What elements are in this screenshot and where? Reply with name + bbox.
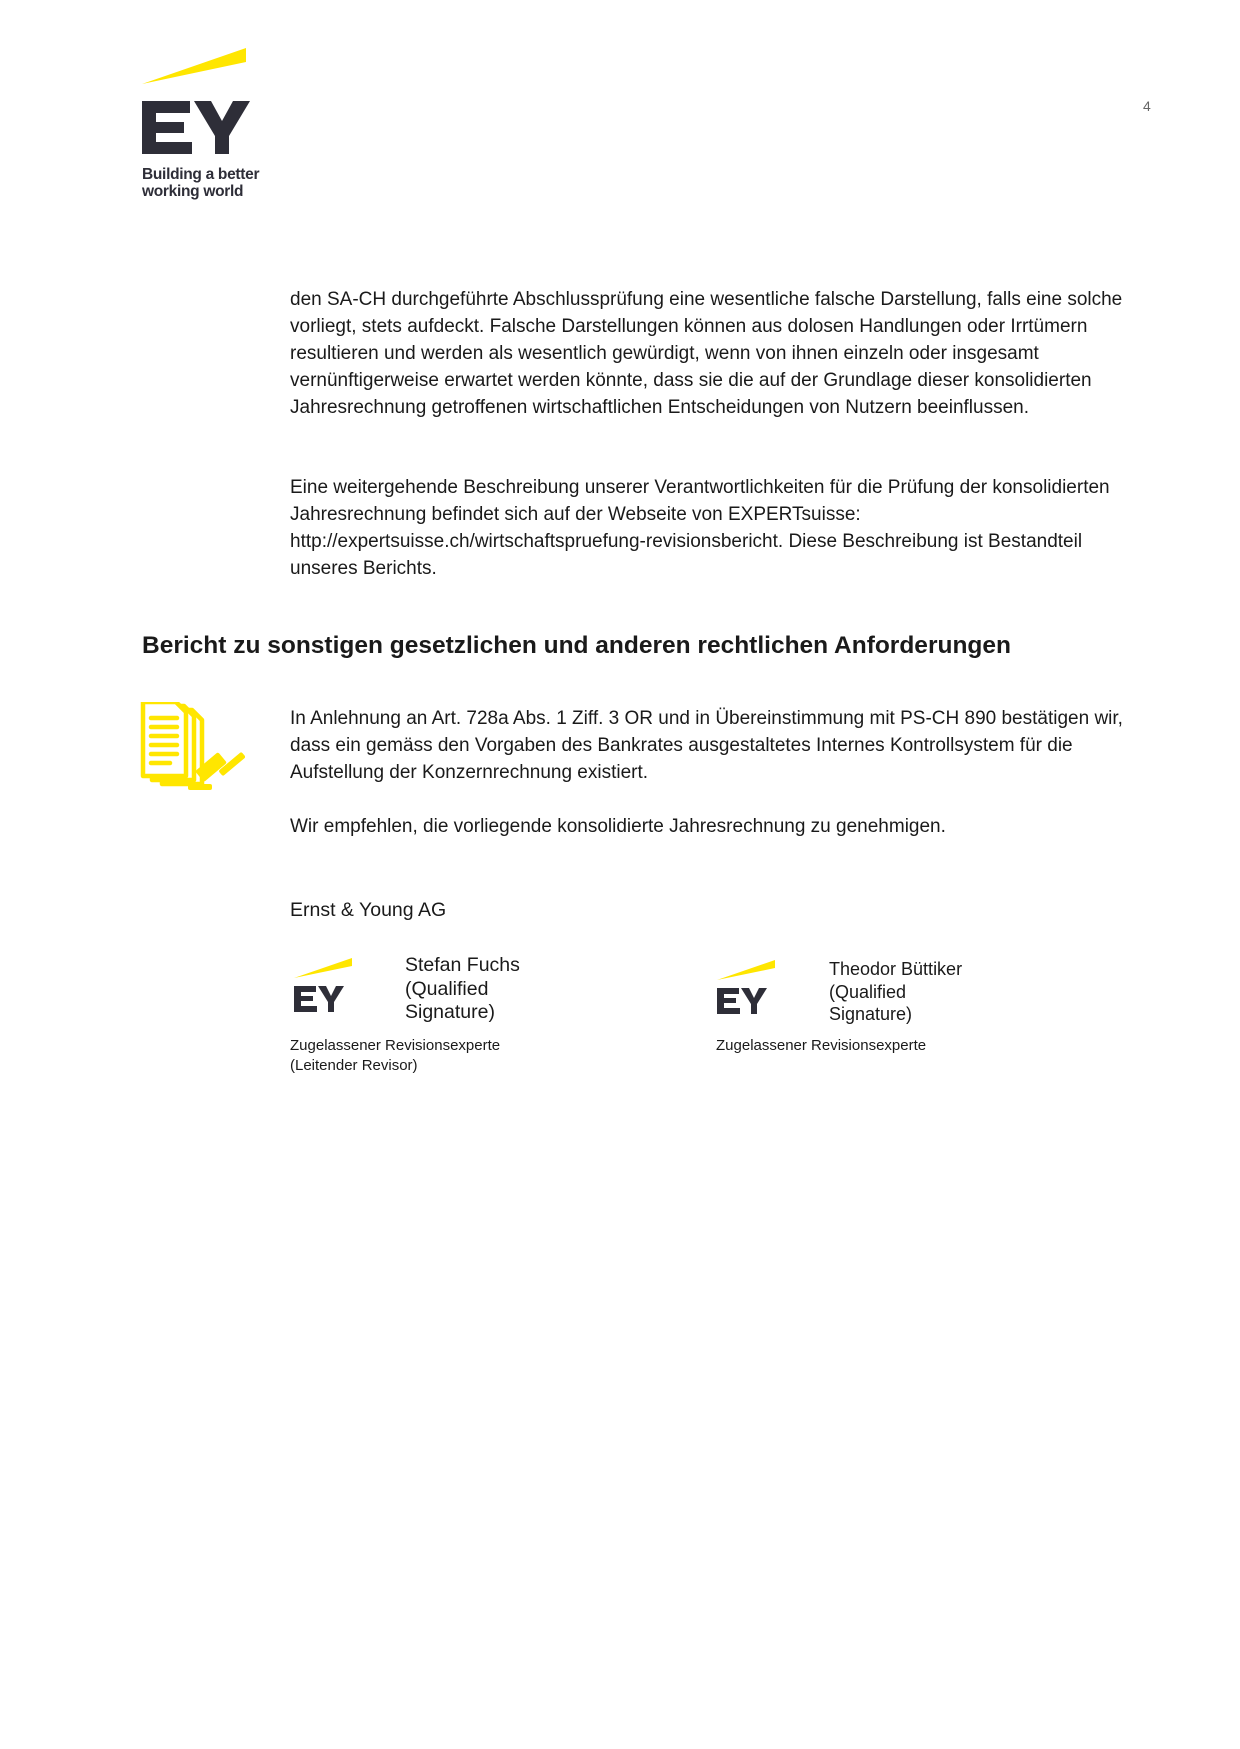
ey-logo-icon [142, 46, 282, 156]
paragraph-responsibilities: den SA-CH durchgeführte Abschlussprüfung eine wesentliche falsche Darstellung, falls eine solche vorliegt, stets aufdeckt. Falsche Darstellungen können aus dolosen Handlungen oder Irrtümern resultieren und werden als wesentlich gewürdigt, wenn von ihnen einzeln oder insgesamt vernünftigerweise erwartet werden könnte, dass sie die auf der Grundlage dieser konsolidierten Jahresrechnung getroffenen wirtschaftlichen Entscheidungen von Nutzern beeinflussen. [290, 289, 1123, 418]
signer1-block [405, 954, 520, 1025]
signer2-block [829, 958, 962, 1026]
signer1-qualified-line2: Signature) [405, 1001, 495, 1023]
ey-logo-beam [142, 48, 246, 84]
document-gavel-icon [140, 702, 245, 797]
page-number: 4 [1143, 98, 1151, 114]
company-name: Ernst & Young AG [290, 899, 447, 921]
ey-logo [142, 46, 282, 206]
signer2-qualified-line2: Signature) [829, 1004, 913, 1024]
signer1-qualified-line1: (Qualified [405, 977, 489, 1000]
paragraph-recommendation: Wir empfehlen, die vorliegende konsolidierte Jahresrechnung zu genehmigen. [290, 816, 946, 837]
signature-ey-logo-1 [294, 956, 354, 1016]
signer1-name: Stefan Fuchs [405, 954, 520, 976]
tagline-line2: working world [142, 183, 244, 200]
signer2-name: Theodor Büttiker [829, 959, 963, 979]
paragraph-further-description: Eine weitergehende Beschreibung unserer Verantwortlichkeiten für die Prüfung der konsolidierten Jahresrechnung befindet sich auf der Webseite von EXPERTsuisse: http://expertsuisse.ch/wirtschaftspruefung-revisionsbericht. Diese Beschreibung ist Bestandteil unseres Berichts. [290, 477, 1110, 579]
signer1-role [290, 1036, 500, 1076]
ey-logo-letters [142, 101, 250, 154]
ey-logo-icon [717, 958, 777, 1018]
paragraph-internal-control: In Anlehnung an Art. 728a Abs. 1 Ziff. 3 OR und in Übereinstimmung mit PS-CH 890 bestätigen wir, dass ein gemäss den Vorgaben des Bankrates ausgestaltetes Internes Kontrollsystem für die Aufstellung der Konzernrechnung existiert. [290, 708, 1123, 783]
signer1-role-line1: Zugelassener Revisionsexperte [290, 1037, 501, 1054]
section-heading: Bericht zu sonstigen gesetzlichen und anderen rechtlichen Anforderungen [142, 632, 1011, 659]
signature-ey-logo-2 [717, 958, 777, 1018]
signer2-role [716, 1036, 926, 1056]
tagline-line1: Building a better [142, 166, 260, 183]
signer2-qualified-line1: (Qualified [829, 981, 907, 1002]
signer1-role-line2: (Leitender Revisor) [290, 1057, 418, 1074]
signer2-role-line1: Zugelassener Revisionsexperte [716, 1037, 927, 1054]
ey-logo-icon [294, 956, 354, 1016]
ey-tagline [142, 166, 259, 200]
